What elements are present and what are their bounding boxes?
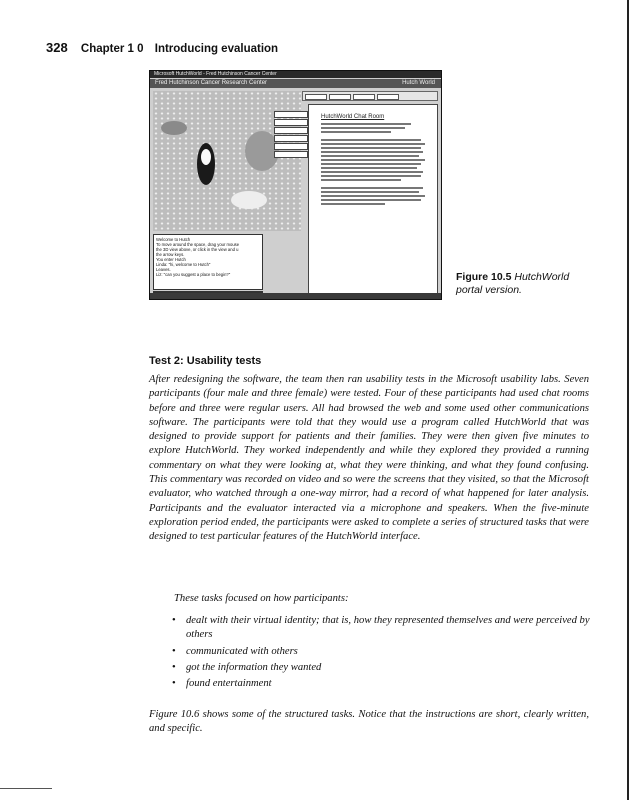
figure-label: Figure 10.5	[456, 271, 512, 283]
text-line	[321, 191, 419, 193]
text-line	[321, 139, 421, 141]
window-title: Microsoft HutchWorld - Fred Hutchinson Cancer Center	[150, 71, 441, 78]
text-line	[321, 151, 423, 153]
plant-shape	[161, 121, 187, 135]
figure-caption-text: HutchWorld portal version.	[456, 271, 570, 296]
text-line	[321, 163, 421, 165]
status-bar	[150, 293, 441, 299]
toolbar-tab[interactable]	[353, 94, 375, 100]
page-edge-rule	[627, 0, 629, 800]
chat-line: You enter Hutch	[156, 257, 186, 262]
chapter-label: Chapter 1 0	[80, 43, 144, 55]
nav-link[interactable]	[274, 143, 308, 150]
nav-link[interactable]	[274, 111, 308, 118]
avatar	[201, 149, 211, 165]
nav-link[interactable]	[274, 135, 308, 142]
section-heading: Test 2: Usability tests	[149, 355, 262, 367]
toolbar-tab[interactable]	[329, 94, 351, 100]
toolbar-tab[interactable]	[305, 94, 327, 100]
text-line	[321, 175, 421, 177]
figure-caption	[456, 271, 576, 297]
chat-line: the arrow keys.	[156, 252, 185, 257]
chat-log	[153, 234, 263, 290]
chat-line: the 3D view above, or click in the view and u	[156, 247, 239, 252]
text-line	[321, 131, 391, 133]
list-item: • found entertainment	[172, 677, 592, 691]
body-paragraph: These tasks focused on how participants:	[174, 593, 349, 604]
page-number: 328	[46, 40, 68, 55]
text-line	[321, 199, 421, 201]
body-paragraph: After redesigning the software, the team then ran usability tests in the Microsoft usability labs. Seven participants (four male and three female) were tested. Four of these participants had used chat rooms before and three were regular users. All had browsed the web and some used other communications software. The participants were told that they would use a program called HutchWorld that was designed to provide support for patients and their families. They were then given five minutes to explore HutchWorld. They worked independently and while they explored they provided a running commentary on what they were looking at, what they were thinking, and what they found confusing. This commentary was recorded on video and so were the screens that they visited, so that the Microsoft evaluator, who watched through a one-way mirror, had a record of what happened for later analysis. Participants and the evaluator interacted via a microphone and speakers. When the five-minute exploration period ended, the participants were asked to complete a series of structured tasks that were designed to test particular features of the HutchWorld interface.	[149, 374, 589, 543]
chat-line: Welcome to Hutch	[156, 237, 191, 242]
list-item: • dealt with their virtual identity; that is, how they represented themselves and were perceived by others	[172, 614, 592, 643]
chat-line: Linda: "hi, welcome to Hutch"	[156, 262, 211, 267]
list-item: • communicated with others	[172, 645, 592, 659]
text-line	[321, 143, 425, 145]
web-page-title: HutchWorld Chat Room	[321, 114, 385, 120]
text-line	[321, 155, 419, 157]
banner-left: Fred Hutchinson Cancer Research Center	[155, 80, 268, 86]
nav-link[interactable]	[274, 151, 308, 158]
chat-line: To move around the space, drag your mouse	[156, 242, 240, 247]
toolbar-tab[interactable]	[377, 94, 399, 100]
text-line	[321, 159, 425, 161]
chat-line: Leaves.	[156, 267, 171, 272]
text-line	[321, 179, 401, 181]
chat-line: Liz: "can you suggest a place to begin?"	[156, 272, 231, 277]
text-line	[321, 171, 423, 173]
web-content-pane	[308, 104, 438, 294]
body-paragraph: Figure 10.6 shows some of the structured tasks. Notice that the instructions are short, clearly written, and specific.	[149, 709, 589, 735]
text-line	[321, 203, 385, 205]
text-line	[321, 127, 405, 129]
browser-toolbar	[302, 91, 438, 101]
list-item: • got the information they wanted	[172, 661, 592, 675]
fountain-shape	[231, 191, 267, 209]
banner-right: Hutch World	[402, 80, 435, 86]
text-line	[321, 195, 425, 197]
nav-links	[274, 111, 308, 159]
text-line	[321, 167, 417, 169]
text-line	[321, 147, 421, 149]
nav-link[interactable]	[274, 127, 308, 134]
chapter-title: Introducing evaluation	[154, 43, 279, 55]
site-banner	[150, 79, 441, 88]
hutchworld-screenshot	[149, 70, 442, 300]
footer-rule	[0, 788, 52, 789]
task-list	[172, 614, 592, 693]
running-header	[46, 40, 278, 55]
text-line	[321, 187, 423, 189]
text-line	[321, 123, 411, 125]
nav-link[interactable]	[274, 119, 308, 126]
